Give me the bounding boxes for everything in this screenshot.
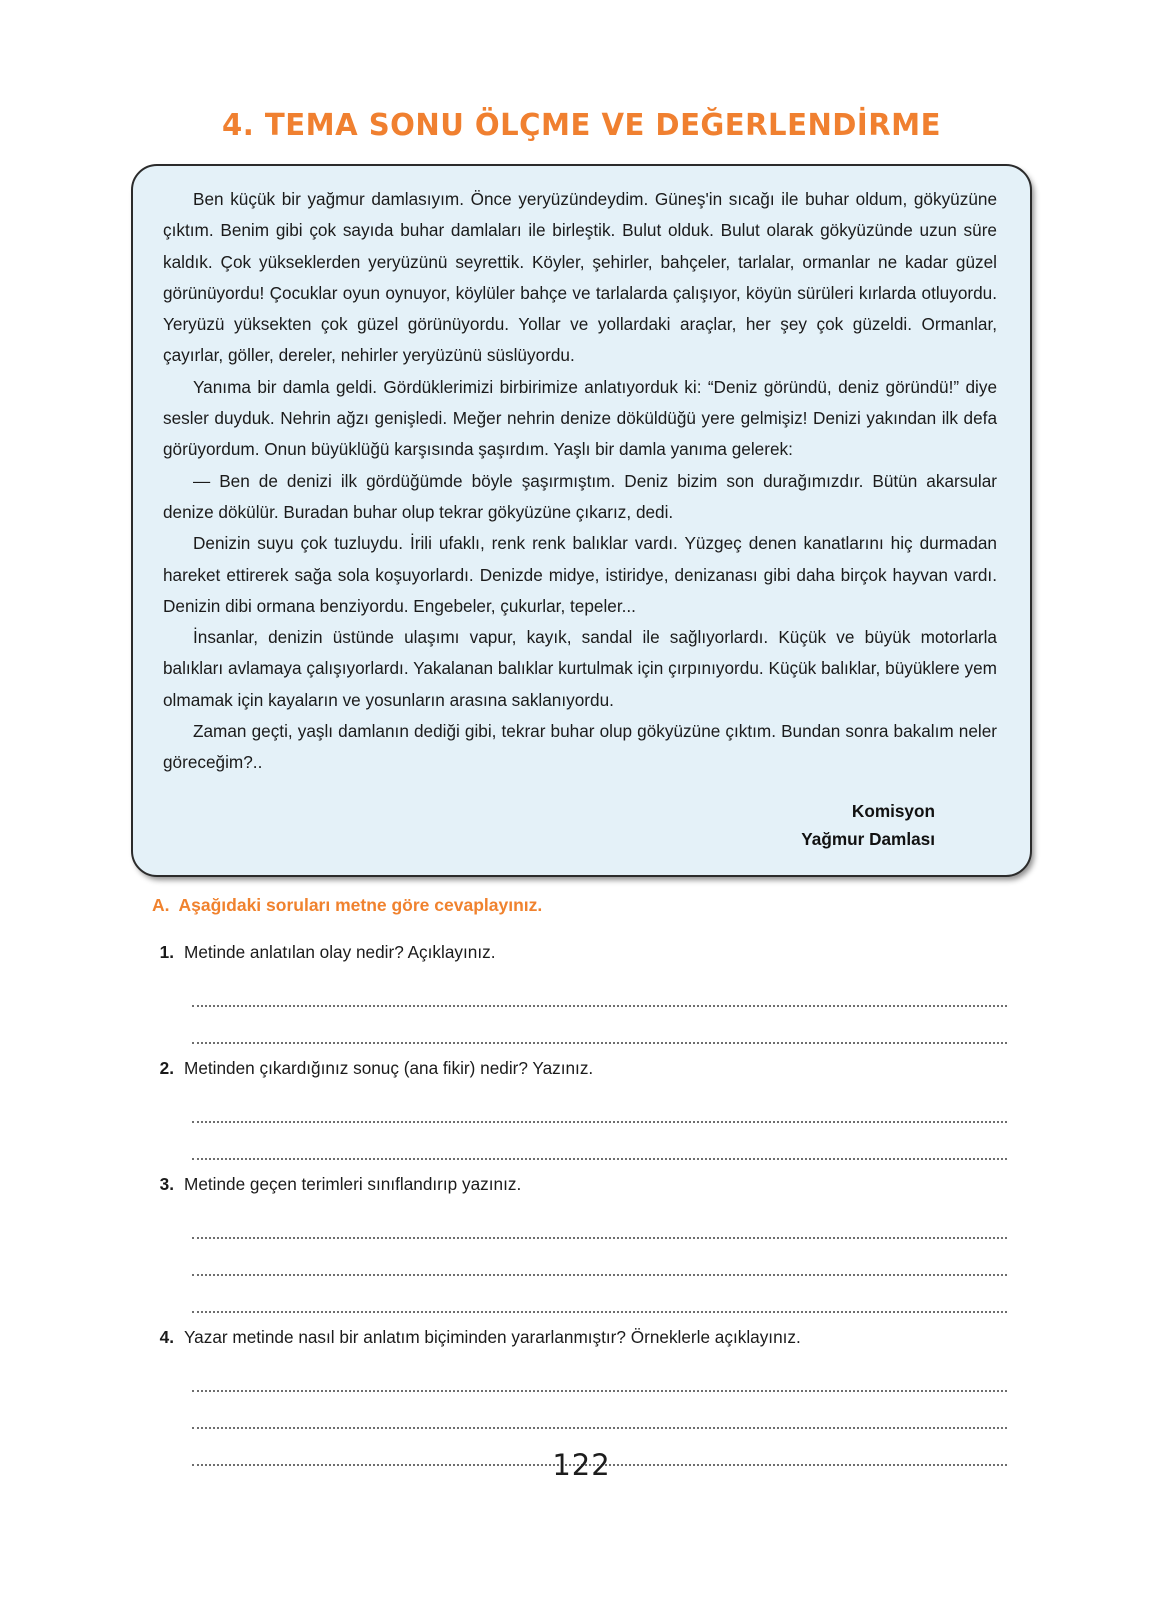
author-name: Komisyon bbox=[851, 800, 935, 821]
answer-line[interactable] bbox=[192, 1392, 1007, 1429]
page-number: 122 bbox=[552, 1448, 611, 1482]
answer-line[interactable] bbox=[192, 1239, 1007, 1276]
section-a-heading bbox=[152, 895, 1007, 916]
question-block bbox=[152, 1054, 1007, 1160]
question-row bbox=[152, 1170, 1007, 1198]
questions-list bbox=[152, 938, 1007, 1466]
question-block bbox=[152, 938, 1007, 1044]
reading-paragraph: Yanıma bir damla geldi. Gördüklerimizi birbirimize anlatıyorduk ki: “Deniz göründü, deniz göründü!” diye sesler duyduk. Nehrin ağzı genişledi. Meğer nehrin denize döküldüğü yere gelmişiz! Denizi yakından ilk defa görüyordum. Onun büyüklüğü karşısında şaşırdım. Yaşlı bir damla yanıma gelerek: bbox=[163, 376, 997, 460]
question-number: 1. bbox=[159, 942, 174, 962]
reading-text-body bbox=[163, 184, 997, 779]
page-title: 4. TEMA SONU ÖLÇME VE DEĞERLENDİRME bbox=[222, 108, 941, 143]
answer-line[interactable] bbox=[192, 1123, 1007, 1160]
answer-line[interactable] bbox=[192, 1007, 1007, 1044]
answer-lines bbox=[192, 1200, 1007, 1313]
answer-line[interactable] bbox=[192, 968, 1007, 1007]
reading-paragraph: — Ben de denizi ilk gördüğümde böyle şaşırmıştım. Deniz bizim son durağımızdır. Bütün akarsular denize dökülür. Buradan buhar olup tekrar gökyüzüne çıkarız, dedi. bbox=[163, 470, 997, 522]
question-row bbox=[152, 1054, 1007, 1082]
question-text: Metinden çıkardığınız sonuç (ana fikir) nedir? Yazınız. bbox=[184, 1058, 594, 1078]
question-row bbox=[152, 938, 1007, 966]
reading-paragraph: Ben küçük bir yağmur damlasıyım. Önce yeryüzündeydim. Güneş'in sıcağı ile buhar oldum, gökyüzüne çıktım. Benim gibi çok sayıda buhar damlaları ile birleştik. Bulut olduk. Bulut olarak gökyüzünde uzun süre kaldık. Çok yükseklerden yeryüzünü seyrettik. Köyler, şehirler, bahçeler, tarlalar, ormanlar ne kadar güzel görünüyordu! Çocuklar oyun oynuyor, köylüler bahçe ve tarlalarda çalışıyor, köyün sürüleri kırlarda otluyordu. Yeryüzü yüksekten çok güzel görünüyordu. Yollar ve yollardaki araçlar, her şey çok güzeldi. Ormanlar, çayırlar, göller, dereler, nehirler yeryüzünü süslüyordu. bbox=[163, 189, 997, 366]
reading-paragraph: Denizin suyu çok tuzluydu. İrili ufaklı, renk renk balıklar vardı. Yüzgeç denen kanatlarını hiç durmadan hareket ettirerek sağa sola koşuyorlardı. Denizde midye, istiridye, denizanası gibi daha birçok hayvan vardı. Denizin dibi ormana benziyordu. Engebeler, çukurlar, tepeler... bbox=[163, 533, 997, 616]
reading-paragraph: İnsanlar, denizin üstünde ulaşımı vapur, kayık, sandal ile sağlıyorlardı. Küçük ve büyük motorlarla balıkları avlamaya çalışıyorlardı. Yakalanan balıklar kurtulmak için çırpınıyordu. Küçük balıklar, büyüklere yem olmamak için kayaların ve yosunların arasına saklanıyordu. bbox=[163, 627, 997, 710]
section-heading-text: Aşağıdaki soruları metne göre cevaplayınız. bbox=[178, 895, 543, 915]
reading-paragraph: Zaman geçti, yaşlı damlanın dediği gibi, tekrar buhar olup gökyüzüne çıktım. Bundan sonra bakalım neler göreceğim?.. bbox=[163, 721, 997, 773]
question-text: Yazar metinde nasıl bir anlatım biçiminden yararlanmıştır? Örneklerle açıklayınız. bbox=[184, 1327, 801, 1347]
answer-line[interactable] bbox=[192, 1353, 1007, 1392]
question-block bbox=[152, 1170, 1007, 1313]
section-a bbox=[152, 895, 1007, 1466]
question-number: 2. bbox=[159, 1058, 174, 1078]
question-text: Metinde geçen terimleri sınıflandırıp yazınız. bbox=[184, 1174, 522, 1194]
question-row bbox=[152, 1323, 1007, 1351]
reading-text-box bbox=[131, 164, 1032, 877]
attribution bbox=[163, 797, 997, 853]
answer-lines bbox=[192, 1084, 1007, 1160]
question-block bbox=[152, 1323, 1007, 1466]
answer-lines bbox=[192, 968, 1007, 1044]
source-title: Yağmur Damlası bbox=[801, 828, 935, 849]
section-letter: A. bbox=[152, 895, 170, 915]
answer-line[interactable] bbox=[192, 1276, 1007, 1313]
question-number: 3. bbox=[159, 1174, 174, 1194]
answer-line[interactable] bbox=[192, 1084, 1007, 1123]
answer-line[interactable] bbox=[192, 1200, 1007, 1239]
question-number: 4. bbox=[159, 1327, 174, 1347]
question-text: Metinde anlatılan olay nedir? Açıklayınız. bbox=[184, 942, 496, 962]
